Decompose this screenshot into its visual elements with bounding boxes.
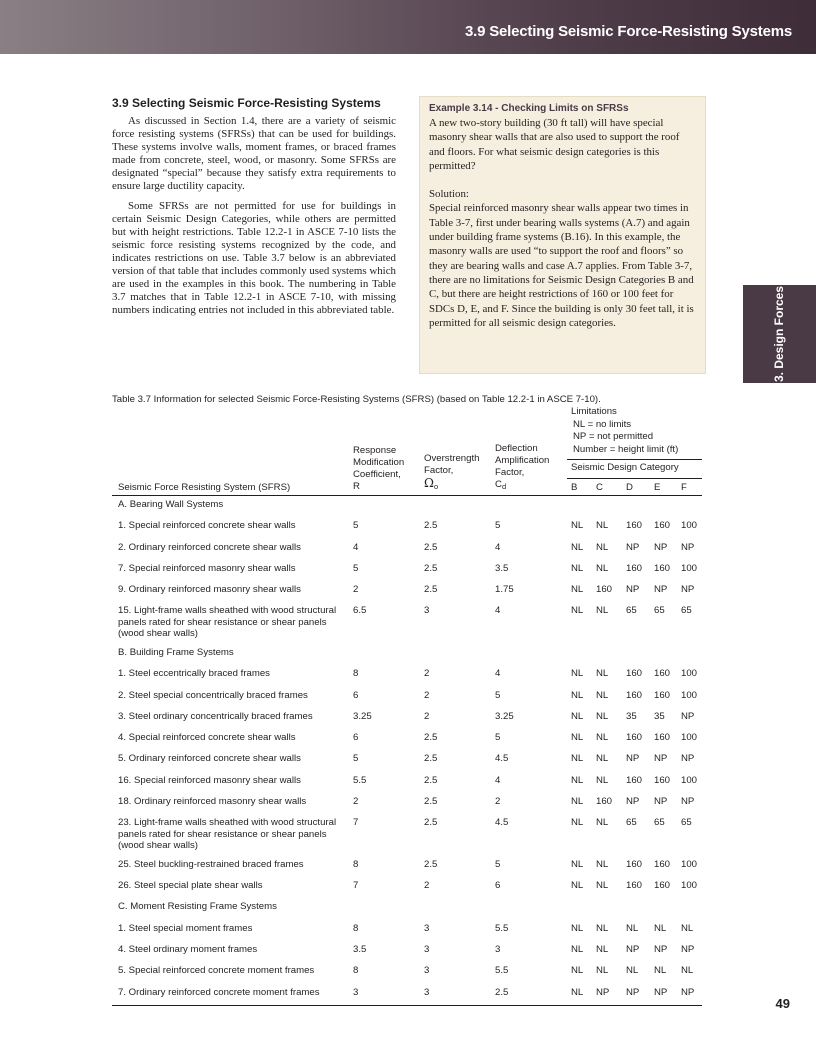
- limit-f: 65: [681, 817, 692, 829]
- system-name: 7. Ordinary reinforced concrete moment frames: [112, 984, 353, 1006]
- limit-c: NL: [596, 520, 609, 532]
- omega-symbol: Ω: [424, 475, 434, 490]
- limit-f: 100: [681, 858, 698, 870]
- table-row: [112, 729, 702, 750]
- omega-value: 2.5: [424, 584, 438, 596]
- r-value: 6: [353, 689, 359, 701]
- limit-b: NL: [567, 984, 592, 1006]
- system-name: 23. Light-frame walls sheathed with wood structural panels rated for shear resistance or shear panels (wood shear walls): [118, 817, 337, 852]
- table-row: [112, 560, 702, 581]
- limit-f: NP: [681, 584, 695, 596]
- table-row: [112, 793, 702, 814]
- limit-c: 160: [596, 796, 613, 808]
- r-value: 8: [353, 922, 359, 934]
- cd-value: 5: [495, 689, 501, 701]
- limit-d: 160: [626, 880, 643, 892]
- limit-f: NL: [681, 965, 694, 977]
- limit-b: NL: [571, 817, 584, 829]
- table-row: [112, 984, 702, 1006]
- limit-d: 160: [626, 689, 643, 701]
- cd-value: 4: [495, 605, 501, 617]
- col-header-omega-line: Overstrength: [424, 452, 480, 464]
- cd-value: 4.5: [495, 753, 509, 765]
- table-row: [112, 581, 702, 602]
- limit-c: 160: [596, 584, 613, 596]
- col-header-system: [112, 406, 353, 495]
- system-name: 1. Special reinforced concrete shear walls: [118, 520, 296, 532]
- limit-b: NL: [571, 541, 584, 553]
- example-title: Example 3.14 - Checking Limits on SFRSs: [429, 103, 629, 114]
- omega-value: 2: [424, 689, 430, 701]
- limitations-line: NP = not permitted: [573, 431, 654, 443]
- example-solution: Special reinforced masonry shear walls appear two times in Table 3-7, first under bearing walls systems (A.7) and again under building frame systems (B.16). In this example, the masonry walls are used “to support the roof and floors” so they are bearing walls and case A.7 applies. From Table 3-7, there are no limitations for Seismic Design Categories B and C, but there are height restrictions of 160 or 100 feet for SDCs D, E, and F. Since the building is only 30 feet tall, it is permitted for all seismic design categories.: [429, 202, 694, 329]
- limit-c: NL: [596, 689, 609, 701]
- limit-d: NP: [626, 944, 640, 956]
- chapter-tab-label: 3. Design Forces: [772, 285, 786, 383]
- omega-value: 3: [424, 965, 430, 977]
- table-row: [112, 687, 702, 708]
- example-solution-label: Solution:: [429, 188, 469, 201]
- limit-e: 65: [654, 605, 665, 617]
- limit-d: NP: [626, 541, 640, 553]
- omega-value: 2.5: [424, 541, 438, 553]
- r-value: 8: [353, 858, 359, 870]
- example-box: [419, 96, 706, 374]
- system-name: 3. Steel ordinary concentrically braced frames: [118, 710, 313, 722]
- limit-e: 65: [654, 817, 665, 829]
- limit-b: NL: [571, 668, 584, 680]
- limit-d: 35: [626, 710, 637, 722]
- table-row: [112, 517, 702, 538]
- limit-e: NP: [654, 796, 668, 808]
- limit-c: NL: [596, 541, 609, 553]
- limit-d: NP: [626, 796, 640, 808]
- limit-e: 160: [654, 732, 671, 744]
- limit-d: NP: [626, 584, 640, 596]
- table-row: [112, 708, 702, 729]
- table-group-row: [112, 644, 702, 665]
- col-header-cd: [495, 406, 567, 495]
- r-value: 2: [353, 584, 359, 596]
- r-value: 6.5: [353, 605, 367, 617]
- omega-value: 2: [424, 880, 430, 892]
- running-header-title: 3.9 Selecting Seismic Force-Resisting Systems: [465, 23, 792, 40]
- system-name: 4. Steel ordinary moment frames: [118, 944, 258, 956]
- system-name: 9. Ordinary reinforced masonry shear walls: [118, 584, 301, 596]
- r-value: 2: [353, 796, 359, 808]
- sfrs-table: [112, 406, 702, 1006]
- cd-value: 4.5: [495, 817, 509, 829]
- r-value: 8: [353, 965, 359, 977]
- limit-d: NL: [626, 922, 639, 934]
- table-group-row: [112, 495, 702, 517]
- limit-f: 100: [681, 774, 698, 786]
- cd-value: 1.75: [495, 584, 514, 596]
- limit-e: 35: [654, 710, 665, 722]
- limit-f: 100: [681, 520, 698, 532]
- limit-d: 160: [626, 668, 643, 680]
- limit-f: NP: [677, 984, 702, 1006]
- system-name: 4. Special reinforced concrete shear walls: [118, 732, 296, 744]
- table-row: [112, 665, 702, 686]
- r-value: 4: [353, 541, 359, 553]
- cd-value: 5: [495, 732, 501, 744]
- col-header-cd-line: Factor,: [495, 466, 525, 478]
- limit-b: NL: [571, 922, 584, 934]
- r-value: 3.5: [353, 944, 367, 956]
- limitations-line: Limitations: [571, 406, 617, 417]
- cd-value: 6: [495, 880, 501, 892]
- cd-value: 5: [495, 520, 501, 532]
- body-paragraph: Some SFRSs are not permitted for use for buildings in certain Seismic Design Categories, while others are permitted but with height restrictions. Table 12.2-1 in ASCE 7-10 lists the seismic force resisting systems recognized by the code, and indicates restrictions on use. Table 3.7 below is an abbreviated version of that table that includes commonly used systems which are used in the examples in this book. The numbering in Table 3.7 matches that in Table 12.2-1 in ASCE 7-10, with missing numbers indicating entries not included in this abbreviated table.: [112, 200, 396, 316]
- limit-f: NP: [681, 753, 695, 765]
- example-question: A new two-story building (30 ft tall) will have special masonry shear walls that are also used to support the roof and floors. For what seismic design categories is this permitted?: [429, 117, 680, 172]
- omega-value: 2: [424, 668, 430, 680]
- limitations-block: [567, 406, 702, 460]
- limit-e: 160: [654, 668, 671, 680]
- limit-d: 65: [626, 817, 637, 829]
- omega-value: 3: [424, 922, 430, 934]
- table-row: [112, 750, 702, 771]
- limit-e: 160: [654, 689, 671, 701]
- limit-c: NL: [596, 858, 609, 870]
- system-name: 1. Steel eccentrically braced frames: [118, 668, 270, 680]
- r-value: 5: [353, 753, 359, 765]
- limit-d: 160: [626, 774, 643, 786]
- limit-c: NL: [596, 922, 609, 934]
- system-name: 18. Ordinary reinforced masonry shear walls: [118, 796, 307, 808]
- col-header-system-label: Seismic Force Resisting System (SFRS): [118, 481, 291, 493]
- limit-e: NL: [654, 922, 667, 934]
- limit-f: 100: [681, 562, 698, 574]
- limit-c: NL: [596, 753, 609, 765]
- table-row: [112, 941, 702, 962]
- omega-value: 2.5: [424, 732, 438, 744]
- omega-value: 2.5: [424, 817, 438, 829]
- limit-b: NL: [571, 753, 584, 765]
- system-name: 2. Ordinary reinforced concrete shear walls: [118, 541, 301, 553]
- r-value: 5: [353, 562, 359, 574]
- limit-e: 160: [654, 880, 671, 892]
- limit-e: NP: [650, 984, 677, 1006]
- omega-value: 2.5: [424, 796, 438, 808]
- section-heading: 3.9 Selecting Seismic Force-Resisting Systems: [112, 96, 381, 110]
- system-name: 7. Special reinforced masonry shear walls: [118, 562, 296, 574]
- limit-c: NL: [596, 668, 609, 680]
- col-header-r: [353, 406, 424, 495]
- col-header-r-line: Modification: [353, 456, 405, 468]
- limit-e: NP: [654, 541, 668, 553]
- omega-value: 2.5: [424, 858, 438, 870]
- limit-e: 160: [654, 520, 671, 532]
- limit-f: NP: [681, 710, 695, 722]
- cd-value: 5.5: [495, 922, 509, 934]
- limit-c: NL: [596, 817, 609, 829]
- limit-f: 100: [681, 880, 698, 892]
- table-group-row: [112, 898, 702, 919]
- limitations-line: NL = no limits: [573, 418, 632, 430]
- col-header-limitations: [567, 406, 702, 479]
- limit-b: NL: [571, 584, 584, 596]
- page-number: 49: [775, 996, 790, 1011]
- limit-d: 65: [626, 605, 637, 617]
- limit-b: NL: [571, 562, 584, 574]
- sdc-category-e: E: [654, 481, 661, 493]
- cd-value: 3.5: [495, 562, 509, 574]
- limit-b: NL: [571, 774, 584, 786]
- system-name: 25. Steel buckling-restrained braced frames: [118, 858, 304, 870]
- system-name: 2. Steel special concentrically braced frames: [118, 689, 308, 701]
- cd-value: 4: [495, 668, 501, 680]
- limit-e: NL: [654, 965, 667, 977]
- table-group-title: B. Building Frame Systems: [118, 646, 234, 658]
- system-name: 15. Light-frame walls sheathed with wood structural panels rated for shear resistance or shear panels (wood shear walls): [118, 605, 337, 640]
- limit-c: NL: [596, 710, 609, 722]
- limit-c: NL: [596, 944, 609, 956]
- system-name: 5. Special reinforced concrete moment frames: [118, 965, 315, 977]
- limit-d: 160: [626, 858, 643, 870]
- body-paragraph: As discussed in Section 1.4, there are a variety of seismic force resisting systems (SFRSs) that can be used for buildings. These systems involve walls, moment frames, or braced frames made from concrete, steel, wood, or masonry. Some SFRSs are designated “special” because they satisfy extra requirements to ensure large ductility capacity.: [112, 115, 396, 192]
- limit-c: NP: [592, 984, 622, 1006]
- table-row: [112, 877, 702, 898]
- limit-e: NP: [654, 753, 668, 765]
- cd-value: 5: [495, 858, 501, 870]
- sdc-category-b: B: [571, 481, 578, 493]
- table-group-title: A. Bearing Wall Systems: [118, 498, 224, 510]
- limit-f: NP: [681, 796, 695, 808]
- omega-value: 3: [424, 984, 495, 1006]
- chapter-tab: [743, 285, 816, 383]
- r-value: 5: [353, 520, 359, 532]
- table-caption: Table 3.7 Information for selected Seismic Force-Resisting Systems (SFRS) (based on Table 12.2-1 in ASCE 7-10).: [112, 394, 601, 405]
- omega-value: 2.5: [424, 774, 438, 786]
- limit-e: NP: [654, 584, 668, 596]
- limit-b: NL: [571, 710, 584, 722]
- limit-b: NL: [571, 689, 584, 701]
- limit-c: NL: [596, 965, 609, 977]
- running-header: [0, 0, 816, 54]
- limit-b: NL: [571, 796, 584, 808]
- cd-value: 2.5: [495, 984, 567, 1006]
- col-header-omega-symbol: [424, 477, 495, 493]
- col-header-cd-symbol: [495, 479, 567, 493]
- limit-f: 100: [681, 732, 698, 744]
- omega-value: 2.5: [424, 562, 438, 574]
- table-row: [112, 856, 702, 877]
- limit-f: 100: [681, 689, 698, 701]
- cd-value: 3.25: [495, 710, 514, 722]
- limit-d: 160: [626, 520, 643, 532]
- table-group-title: C. Moment Resisting Frame Systems: [118, 901, 277, 913]
- table-row: [112, 920, 702, 941]
- table-row: [112, 814, 702, 856]
- limitations-line: Number = height limit (ft): [573, 443, 679, 455]
- col-header-omega: [424, 406, 495, 495]
- r-value: 3: [353, 984, 424, 1006]
- omega-value: 2: [424, 710, 430, 722]
- limit-c: NL: [596, 605, 609, 617]
- col-header-omega-line: Factor,: [424, 464, 454, 476]
- col-header-cd-line: Deflection: [495, 442, 538, 454]
- limit-f: 100: [681, 668, 698, 680]
- omega-value: 2.5: [424, 753, 438, 765]
- system-name: 5. Ordinary reinforced concrete shear walls: [118, 753, 301, 765]
- limit-f: NL: [681, 922, 694, 934]
- col-header-r-line: Response: [353, 444, 397, 456]
- limit-b: NL: [571, 520, 584, 532]
- cd-value: 2: [495, 796, 501, 808]
- limit-f: NP: [681, 944, 695, 956]
- col-header-r-line: Coefficient,: [353, 468, 401, 480]
- limit-e: NP: [654, 944, 668, 956]
- system-name: 1. Steel special moment frames: [118, 922, 253, 934]
- system-name: 16. Special reinforced masonry shear walls: [118, 774, 301, 786]
- cd-value: 4: [495, 774, 501, 786]
- col-header-r-line: R: [353, 480, 360, 492]
- table-row: [112, 539, 702, 560]
- table-row: [112, 962, 702, 983]
- r-value: 3.25: [353, 710, 372, 722]
- limit-d: 160: [626, 732, 643, 744]
- omega-value: 2.5: [424, 520, 438, 532]
- sdc-category-f: F: [681, 481, 687, 493]
- table-row: [112, 602, 702, 644]
- limit-d: 160: [626, 562, 643, 574]
- omega-value: 3: [424, 944, 430, 956]
- limit-c: NL: [596, 880, 609, 892]
- body-text: [112, 115, 396, 325]
- limit-c: NL: [596, 774, 609, 786]
- limit-e: 160: [654, 562, 671, 574]
- limit-b: NL: [571, 944, 584, 956]
- limit-b: NL: [571, 605, 584, 617]
- r-value: 6: [353, 732, 359, 744]
- limit-c: NL: [596, 562, 609, 574]
- limit-f: NP: [681, 541, 695, 553]
- cd-value: 4: [495, 541, 501, 553]
- limit-b: NL: [571, 858, 584, 870]
- limit-b: NL: [571, 965, 584, 977]
- limit-d: NP: [622, 984, 650, 1006]
- limit-d: NL: [626, 965, 639, 977]
- r-value: 5.5: [353, 774, 367, 786]
- sdc-category-c: C: [596, 481, 603, 493]
- r-value: 7: [353, 817, 359, 829]
- sdc-header: Seismic Design Category: [567, 460, 702, 479]
- limit-b: NL: [571, 880, 584, 892]
- cd-symbol: C: [495, 478, 502, 490]
- sdc-category-d: D: [626, 481, 633, 493]
- limit-c: NL: [596, 732, 609, 744]
- limit-d: NP: [626, 753, 640, 765]
- limit-b: NL: [571, 732, 584, 744]
- cd-subscript: d: [501, 481, 507, 491]
- omega-subscript: o: [433, 481, 439, 491]
- limit-f: 65: [681, 605, 692, 617]
- col-header-cd-line: Amplification: [495, 454, 550, 466]
- r-value: 7: [353, 880, 359, 892]
- cd-value: 3: [495, 944, 501, 956]
- cd-value: 5.5: [495, 965, 509, 977]
- omega-value: 3: [424, 605, 430, 617]
- limit-e: 160: [654, 858, 671, 870]
- r-value: 8: [353, 668, 359, 680]
- system-name: 26. Steel special plate shear walls: [118, 880, 263, 892]
- table-row: [112, 772, 702, 793]
- limit-e: 160: [654, 774, 671, 786]
